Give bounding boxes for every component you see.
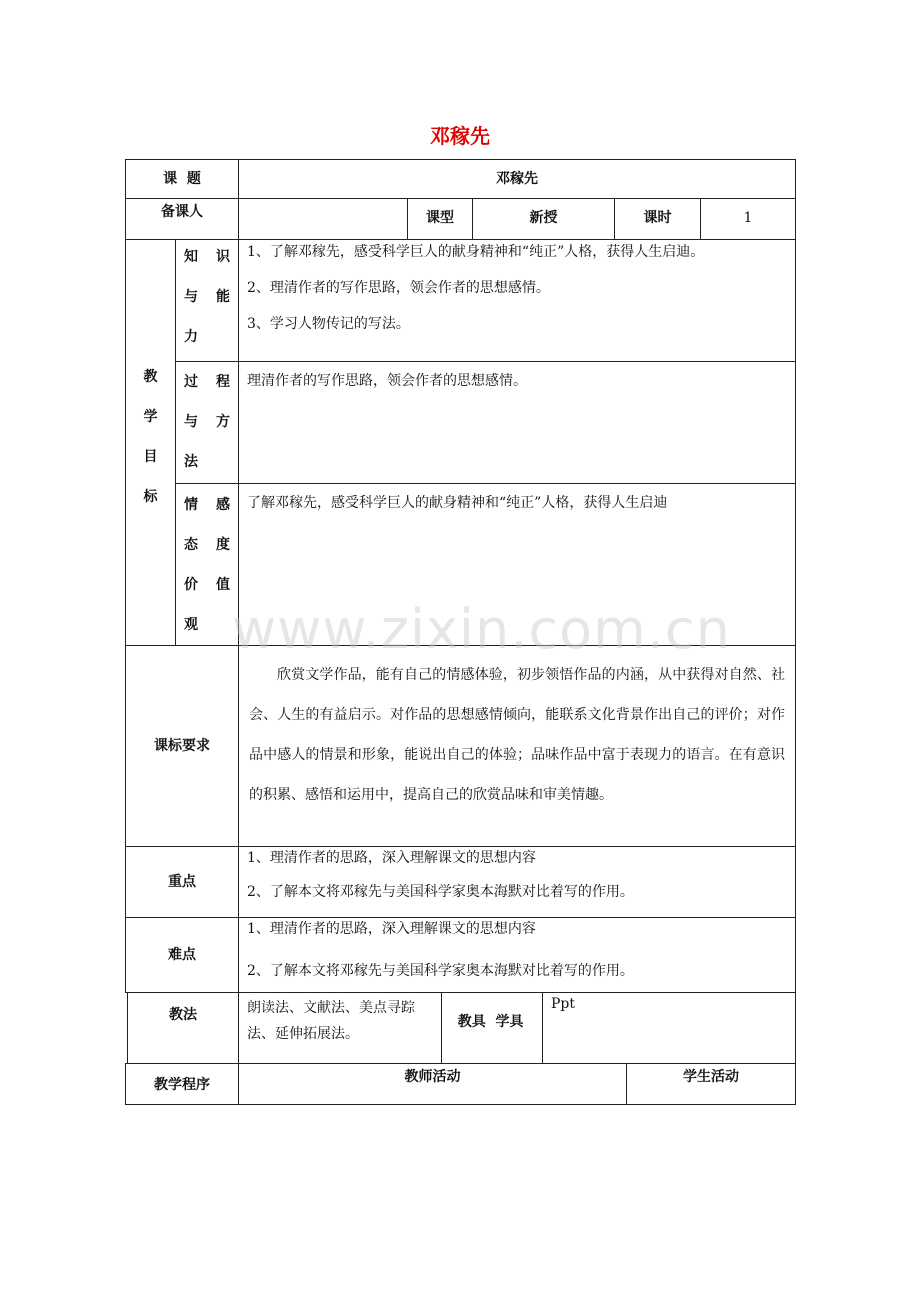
key-points-content-cell [238,846,796,918]
lesson-type-label: 课型 [426,210,454,226]
label-char: 与 [184,414,198,430]
preparer-label: 备课人 [161,204,203,220]
label-char: 程 [216,374,230,390]
key-point-item: 2、了解本文将邓稼先与美国科学家奥本海默对比着写的作用。 [247,884,634,900]
label-char: 观 [184,617,198,633]
methods-text: 朗读法、文献法、美点寻踪法、延伸拓展法。 [247,1000,415,1042]
label-char: 感 [216,497,230,513]
label-char: 与 [184,289,198,305]
process-label-cell [175,361,239,484]
student-activity-header: 学生活动 [683,1069,739,1085]
difficulties-label-cell [125,917,239,993]
emotion-text: 了解邓稼先，感受科学巨人的献身精神和“纯正”人格，获得人生启迪 [247,495,668,511]
class-hours-value-cell [700,198,796,240]
objectives-label-char: 标 [143,489,158,505]
knowledge-content-cell [238,239,796,362]
teacher-activity-header: 教师活动 [404,1069,461,1085]
lesson-type-label-cell [407,198,473,240]
knowledge-item: 1、了解邓稼先，感受科学巨人的献身精神和“纯正”人格，获得人生启迪。 [247,244,705,260]
preparer-label-cell [125,198,239,240]
process-text: 理清作者的写作思路，领会作者的思想感情。 [247,373,527,389]
procedure-label: 教学程序 [154,1077,210,1093]
difficulties-content-cell [238,917,796,993]
knowledge-item: 2、理清作者的写作思路，领会作者的思想感情。 [247,280,550,296]
topic-value-cell [238,159,796,199]
lesson-type-value: 新授 [529,210,558,226]
label-char: 过 [184,374,198,390]
standards-label-cell [125,645,239,847]
label-char: 力 [184,329,198,345]
label-char: 方 [216,414,230,430]
methods-label: 教法 [169,1007,197,1023]
topic-label-cell [125,159,239,199]
watermark: www.zixin.com.cn [232,598,731,661]
difficulty-item: 1、理清作者的思路，深入理解课文的思想内容 [247,921,536,937]
difficulty-item: 2、了解本文将邓稼先与美国科学家奥本海默对比着写的作用。 [247,963,634,979]
objectives-label-char: 目 [143,449,158,465]
label-char: 识 [216,249,230,265]
label-char: 法 [184,454,198,470]
standards-text: 欣赏文学作品，能有自己的情感体验，初步领悟作品的内涵，从中获得对自然、社会、人生的有益启示。对作品的思想感情倾向，能联系文化背景作出自己的评价；对作品中感人的情景和形象，能说出自己的体验；品味作品中富于表现力的语言。在有意识的积累、感悟和运用中，提高自己的欣赏品味和审美情趣。 [249,667,785,803]
emotion-label-cell [175,483,239,646]
key-point-item: 1、理清作者的思路，深入理解课文的思想内容 [247,850,536,866]
tools-label: 教具 学具 [457,1014,524,1030]
label-char: 能 [216,289,230,305]
objectives-label-char: 学 [143,409,158,425]
tools-value-cell [542,992,796,1064]
label-char: 情 [184,497,198,513]
label-char: 知 [184,249,198,265]
objectives-label-cell [125,239,176,646]
label-char: 价 [184,577,198,593]
class-hours-value: 1 [743,210,753,226]
label-char: 值 [216,577,230,593]
topic-label: 课 题 [163,171,201,187]
class-hours-label: 课时 [643,210,672,226]
tools-label-cell [441,992,543,1064]
teacher-activity-cell [238,1063,627,1105]
preparer-value-cell [238,198,408,240]
student-activity-cell [626,1063,796,1105]
procedure-label-cell [125,1063,239,1105]
knowledge-label-cell [175,239,239,362]
emotion-content-cell [238,483,796,646]
key-points-label: 重点 [168,874,196,890]
methods-content-cell [238,992,442,1064]
topic-value: 邓稼先 [496,171,538,187]
page-title: 邓稼先 [430,124,490,148]
label-char: 态 [184,537,198,553]
methods-label-cell [127,992,239,1064]
objectives-label-char: 教 [143,369,158,385]
process-content-cell [238,361,796,484]
difficulties-label: 难点 [168,947,196,963]
class-hours-label-cell [614,198,701,240]
tools-value: Ppt [551,996,576,1012]
lesson-type-value-cell [472,198,615,240]
standards-label: 课标要求 [154,738,210,754]
label-char: 度 [216,537,230,553]
key-points-label-cell [125,846,239,918]
standards-content-cell [238,645,796,847]
knowledge-item: 3、学习人物传记的写法。 [247,316,410,332]
